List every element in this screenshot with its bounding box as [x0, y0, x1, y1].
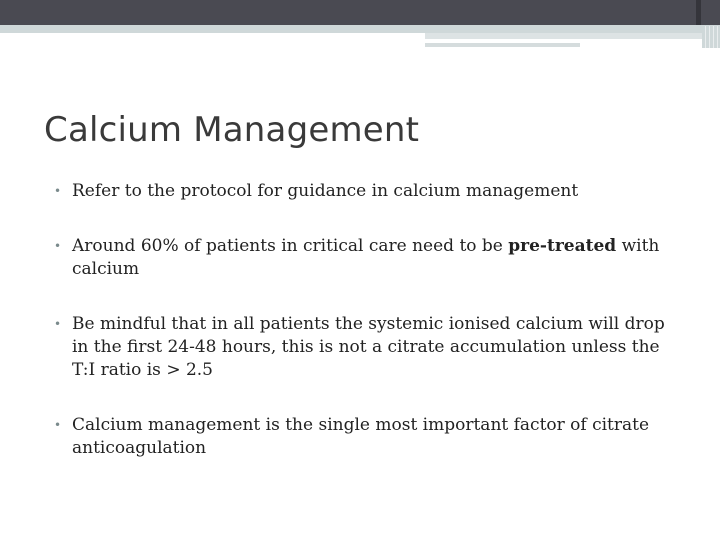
top-accent-stripe: [0, 25, 720, 33]
top-bar: [0, 0, 720, 25]
bullet-item-4: [54, 414, 684, 460]
top-right-dark-strip: [696, 0, 701, 25]
bullet-item-2: [54, 235, 684, 281]
top-accent-stripe-short: [425, 33, 720, 39]
bullet-text-1: Refer to the protocol for guidance in calcium management: [72, 181, 579, 201]
bullet-item-3: [54, 313, 684, 382]
slide-title: Calcium Management: [44, 110, 420, 150]
bullet-icon: •: [54, 184, 62, 198]
bullet-text-3: Be mindful that in all patients the systemic ionised calcium will drop in the first 24-48 hours, this is not a citrate accumulation unless the T:I ratio is > 2.5: [72, 314, 665, 380]
bullet-icon: •: [54, 317, 62, 331]
top-accent-stripe-small: [425, 43, 580, 47]
bullet-icon: •: [54, 239, 62, 253]
bullet-list: [54, 180, 684, 460]
bullet-text-2-bold: pre-treated: [508, 236, 617, 256]
bullet-text-2-after: with calcium: [72, 236, 660, 279]
bullet-item-1: [54, 180, 684, 203]
top-right-decoration: [702, 26, 720, 48]
bullet-text-2-before: Around 60% of patients in critical care need to be: [72, 236, 509, 256]
bullet-icon: •: [54, 418, 62, 432]
bullet-text-4: Calcium management is the single most important factor of citrate anticoagulation: [72, 415, 650, 458]
